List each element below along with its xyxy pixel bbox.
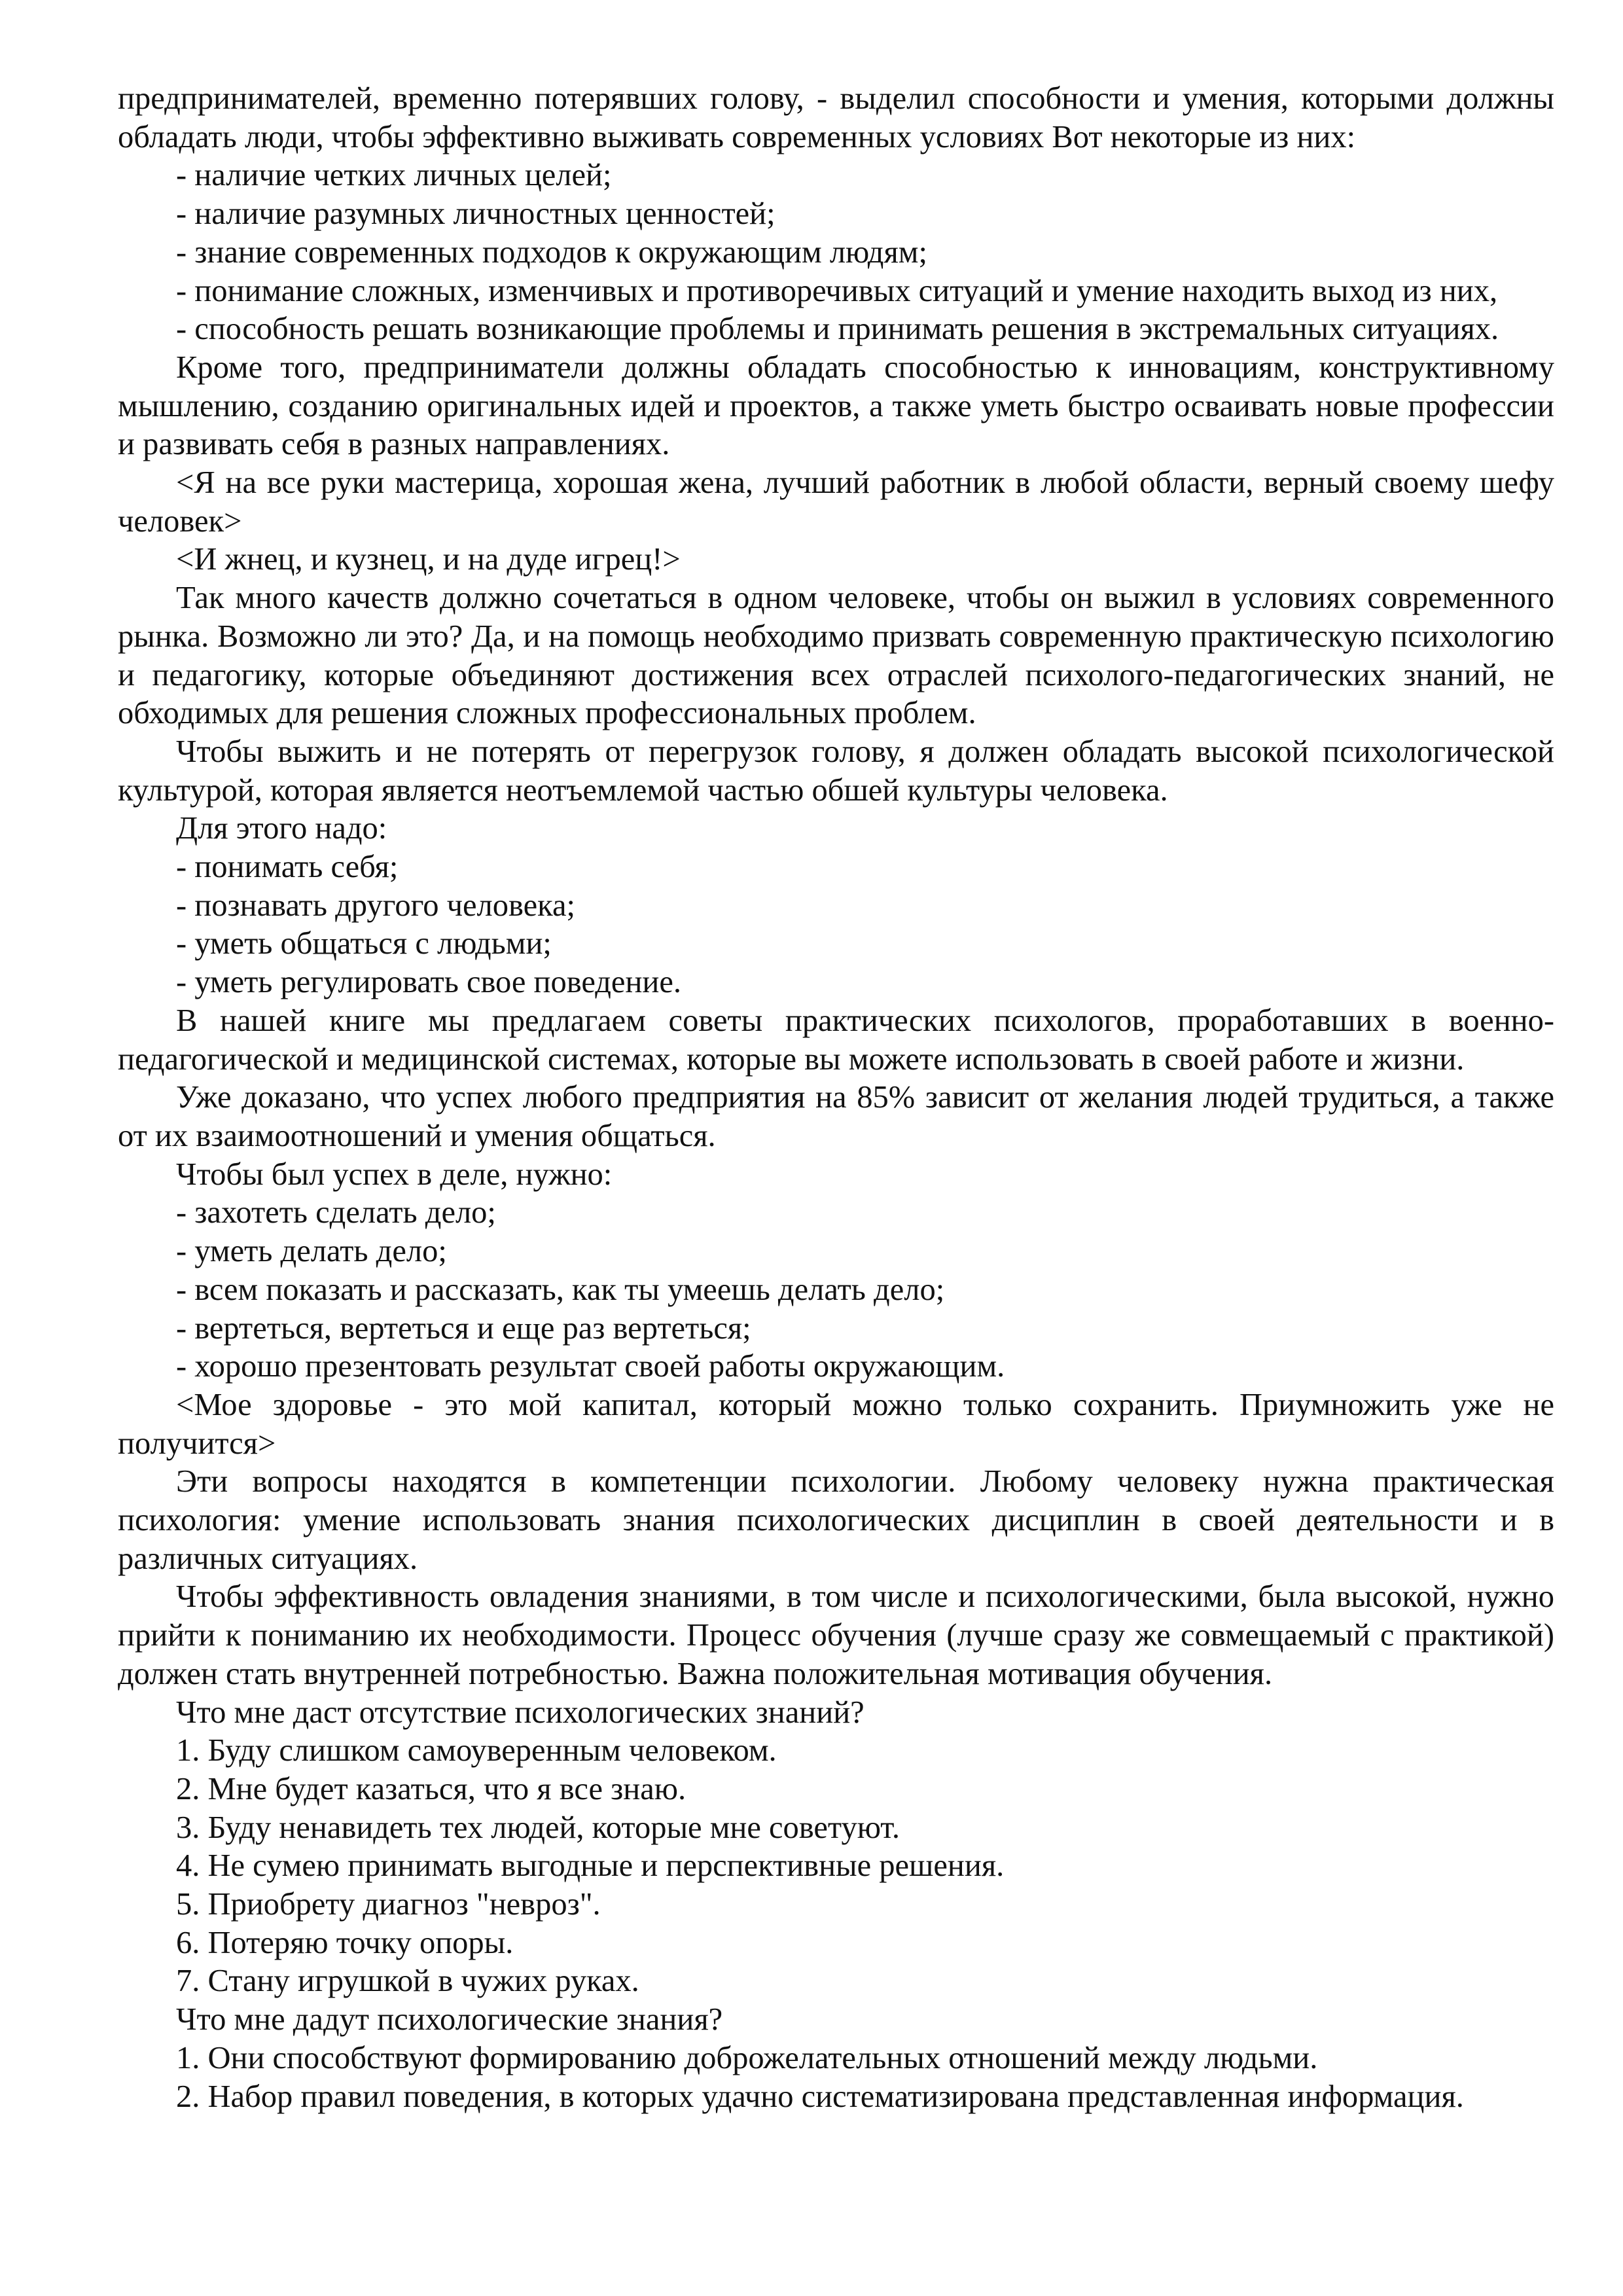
list-item: - захотеть сделать дело; (176, 1195, 496, 1230)
quote: <Я на все руки мастерица, хорошая жена, лучший работник в любой области, верный своему шефу человек> (118, 465, 1554, 539)
paragraph: Уже доказано, что успех любого предприятия на 85% зависит от желания людей трудиться, а также от их взаимоотношений и умения общаться. (118, 1080, 1554, 1153)
list-item: - познавать другого человека; (176, 888, 575, 923)
paragraph: Эти вопросы находятся в компетенции психологии. Любому человеку нужна практическая психология: умение использовать знания психологических дисциплин в своей деятельности и в различных ситуациях. (118, 1464, 1554, 1576)
paragraph: предпринимателей, временно потерявших голову, - выделил способности и умения, которыми должны обладать люди, чтобы эффективно выживать современных условиях Вот некоторые из них: (118, 81, 1554, 154)
paragraph: Так много качеств должно сочетаться в одном человеке, чтобы он выжил в условиях современного рынка. Возможно ли это? Да, и на помощь необходимо призвать современную практическую психологию и педагогику, которые объединяют достижения всех отраслей психолого-педагогических знаний, не обходимых для решения сложных профессиональных проблем. (118, 581, 1554, 731)
list-item: 4. Не сумею принимать выгодные и перспективные решения. (176, 1848, 1005, 1884)
paragraph: Чтобы выжить и не потерять от перегрузок голову, я должен обладать высокой психологической культурой, которая является неотъемлемой частью обшей культуры человека. (118, 734, 1554, 808)
list-item: - способность решать возникающие проблемы и принимать решения в экстремальных ситуациях. (176, 312, 1499, 347)
paragraph: В нашей книге мы предлагаем советы практических психологов, проработавших в военно-педагогической и медицинской системах, которые вы можете использовать в своей работе и жизни. (118, 1003, 1554, 1077)
list-item: 6. Потеряю точку опоры. (176, 1925, 514, 1960)
paragraph: Для этого надо: (176, 811, 387, 846)
paragraph: Что мне даст отсутствие психологических знаний? (176, 1695, 865, 1730)
list-item: 7. Стану игрушкой в чужих руках. (176, 1964, 639, 1999)
list-item: 1. Буду слишком самоуверенным человеком. (176, 1733, 777, 1768)
paragraph: Что мне дадут психологические знания? (176, 2002, 723, 2037)
list-item: - всем показать и рассказать, как ты умеешь делать дело; (176, 1272, 945, 1307)
list-item: 2. Мне будет казаться, что я все знаю. (176, 1771, 687, 1806)
list-item: - понимать себя; (176, 850, 399, 885)
paragraph: Чтобы эффективность овладения знаниями, в том числе и психологическими, была высокой, нужно прийти к пониманию их необходимости. Процесс обучения (лучше сразу же совмещаемый с практикой) должен стать внутренней потребностью. Важна положительная мотивация обучения. (118, 1579, 1554, 1691)
quote: <И жнец, и кузнец, и на дуде игрец!> (176, 542, 681, 577)
list-item: 3. Буду ненавидеть тех людей, которые мне советуют. (176, 1810, 900, 1845)
body-text (118, 80, 1554, 2116)
list-item: - уметь общаться с людьми; (176, 926, 552, 961)
list-item: - уметь делать дело; (176, 1234, 447, 1269)
list-item: - вертеться, вертеться и еще раз вертеться; (176, 1310, 751, 1346)
list-item: - наличие четких личных целей; (176, 158, 612, 193)
paragraph: Чтобы был успех в деле, нужно: (176, 1157, 613, 1192)
list-item: 5. Приобрету диагноз "невроз". (176, 1887, 601, 1922)
quote: <Мое здоровье - это мой капитал, который можно только сохранить. Приумножить уже не получится> (118, 1387, 1554, 1461)
list-item: 1. Они способствуют формированию доброжелательных отношений между людьми. (176, 2040, 1318, 2075)
list-item: - понимание сложных, изменчивых и противоречивых ситуаций и умение находить выход из них, (176, 273, 1498, 308)
paragraph: Кроме того, предприниматели должны обладать способностью к инновациям, конструктивному мышлению, созданию оригинальных идей и проектов, а также уметь быстро осваивать новые профессии и развивать себя в разных направлениях. (118, 350, 1554, 462)
list-item: - знание современных подходов к окружающим людям; (176, 234, 927, 270)
list-item: 2. Набор правил поведения, в которых удачно систематизирована представленная информация. (176, 2079, 1464, 2114)
list-item: - наличие разумных личностных ценностей; (176, 196, 776, 232)
list-item: - хорошо презентовать результат своей работы окружающим. (176, 1349, 1005, 1384)
list-item: - уметь регулировать свое поведение. (176, 965, 682, 1000)
